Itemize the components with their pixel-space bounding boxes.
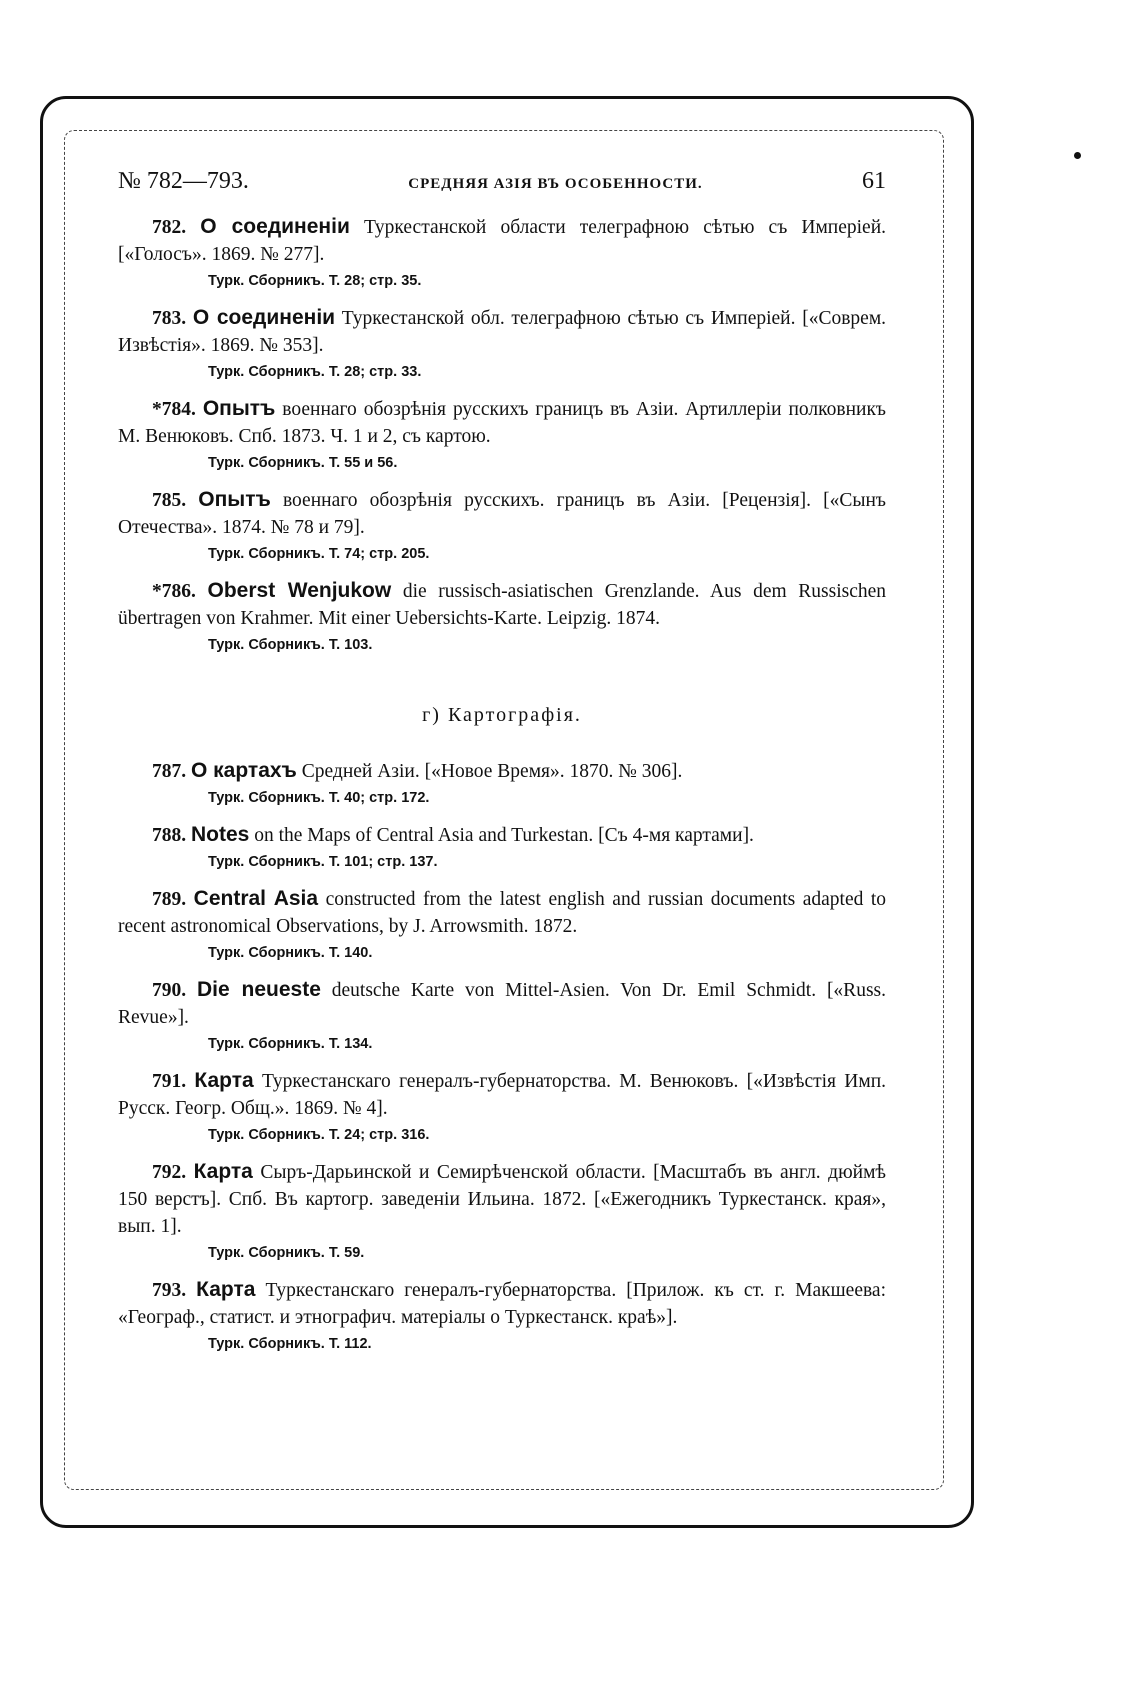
entries-list-b [118,757,886,1355]
entry-reference: Турк. Сборникъ. Т. 101; стр. 137. [208,854,438,870]
entry-body: Средней Азіи. [«Новое Время». 1870. № 306]. [301,761,683,782]
bibliography-entry [118,577,886,656]
entry-text [118,1067,886,1122]
entry-number: 788. [152,825,187,846]
entry-keyword: Карта [196,1278,256,1301]
entry-keyword: Опытъ [202,397,276,420]
entry-reference: Турк. Сборникъ. Т. 74; стр. 205. [208,546,430,562]
entry-body: die russisch-asiatischen Grenzlande. Aus dem Russischen übertragen von Krahmer. Mit einer Uebersichts-Karte. Leipzig. 1874. [118,581,887,629]
entry-text [118,213,886,268]
entries-list-a [118,213,886,656]
entry-text [118,1158,886,1240]
entry-keyword: Central Asia [193,887,319,910]
running-title: СРЕДНЯЯ АЗІЯ ВЪ ОСОБЕННОСТИ. [408,176,703,192]
entry-text [118,304,886,359]
entry-body: constructed from the latest english and russian documents adapted to recent astronomical Observations, by J. Arrowsmith. 1872. [118,889,887,937]
ink-dot [1074,152,1081,159]
entry-keyword: Die neueste [197,978,321,1001]
entry-keyword: Карта [193,1160,253,1183]
entry-number: 782. [152,217,187,238]
entry-reference: Турк. Сборникъ. Т. 28; стр. 35. [208,273,422,289]
entry-number: 785. [152,490,187,511]
entry-reference: Турк. Сборникъ. Т. 40; стр. 172. [208,790,430,806]
bibliography-entry [118,486,886,565]
entry-number: 789. [152,889,187,910]
bibliography-entry [118,1158,886,1264]
entry-text [118,486,886,541]
entry-keyword: О соединеніи [192,306,336,329]
entry-body: Туркестанскаго генералъ-губернаторства. [Прилож. къ ст. г. Макшеева: «Географ., статист. и этнографич. матеріалы о Туркестанск. краѣ»]. [118,1280,886,1328]
entry-reference: Турк. Сборникъ. Т. 55 и 56. [208,455,398,471]
entry-reference: Турк. Сборникъ. Т. 24; стр. 316. [208,1127,430,1143]
section-title: г) Картографія. [422,704,582,726]
entry-body: Туркестанской области телеграфною сѣтью съ Имперіей. [«Голосъ». 1869. № 277]. [118,217,887,265]
entry-text [118,976,886,1031]
entry-reference: Турк. Сборникъ. Т. 103. [208,637,373,653]
bibliography-entry [118,213,886,292]
entry-body: военнаго обозрѣнія русскихъ границъ въ Азіи. Артиллеріи полковникъ М. Венюковъ. Спб. 1873. Ч. 1 и 2, съ картою. [118,399,887,447]
entry-reference: Турк. Сборникъ. Т. 134. [208,1036,373,1052]
bibliography-entry [118,885,886,964]
bibliography-entry [118,757,886,809]
entry-number: 791. [152,1071,187,1092]
entry-text [118,395,886,450]
bibliography-entry [118,1067,886,1146]
entry-number: 790. [152,980,187,1001]
entry-number: 787. [152,761,187,782]
entry-reference: Турк. Сборникъ. Т. 28; стр. 33. [208,364,422,380]
entry-body: Сыръ-Дарьинской и Семирѣченской области. [Масштабъ въ англ. дюймѣ 150 верстъ]. Спб. Въ картогр. заведеніи Ильина. 1872. [«Ежегодникъ Туркестанск. края», вып. 1]. [118,1162,887,1237]
entry-keyword: Notes [191,823,250,846]
entry-number: *786. [152,581,196,602]
entry-range: № 782—793. [118,168,249,194]
entry-body: военнаго обозрѣнія русскихъ. границъ въ Азіи. [Рецензія]. [«Сынъ Отечества». 1874. № 78 и 79]. [118,490,886,538]
entry-keyword: О картахъ [191,759,297,782]
entry-keyword: Oberst Wenjukow [207,579,392,602]
entry-body: on the Maps of Central Asia and Turkestan. [Съ 4-мя картами]. [254,825,754,846]
page-header [118,168,886,195]
entry-number: 793. [152,1280,187,1301]
bibliography-entry [118,976,886,1055]
entry-body: deutsche Karte von Mittel-Asien. Von Dr. Emil Schmidt. [«Russ. Revue»]. [118,980,886,1028]
bibliography-entry [118,304,886,383]
bibliography-entry [118,821,886,873]
page-number: 61 [861,168,886,194]
entry-keyword: О соединеніи [200,215,350,238]
entry-keyword: Опытъ [198,488,271,511]
entry-text [118,1276,886,1331]
entry-reference: Турк. Сборникъ. Т. 112. [208,1336,372,1352]
entry-reference: Турк. Сборникъ. Т. 140. [208,945,373,961]
entry-text [118,885,886,940]
bibliography-entry [118,1276,886,1355]
page-content [118,168,886,1367]
entry-reference: Турк. Сборникъ. Т. 59. [208,1245,365,1261]
entry-text [118,821,886,849]
entry-keyword: Карта [194,1069,254,1092]
entry-number: *784. [152,399,196,420]
entry-body: Туркестанскаго генералъ-губернаторства. М. Венюковъ. [«Извѣстія Имп. Русск. Геогр. Общ.». 1869. № 4]. [118,1071,887,1119]
entry-body: Туркестанской обл. телеграфною сѣтью съ Имперіей. [«Соврем. Извѣстія». 1869. № 353]. [118,308,887,356]
entry-text [118,577,886,632]
entry-number: 783. [152,308,187,329]
entry-number: 792. [152,1162,187,1183]
entry-text [118,757,886,785]
bibliography-entry [118,395,886,474]
